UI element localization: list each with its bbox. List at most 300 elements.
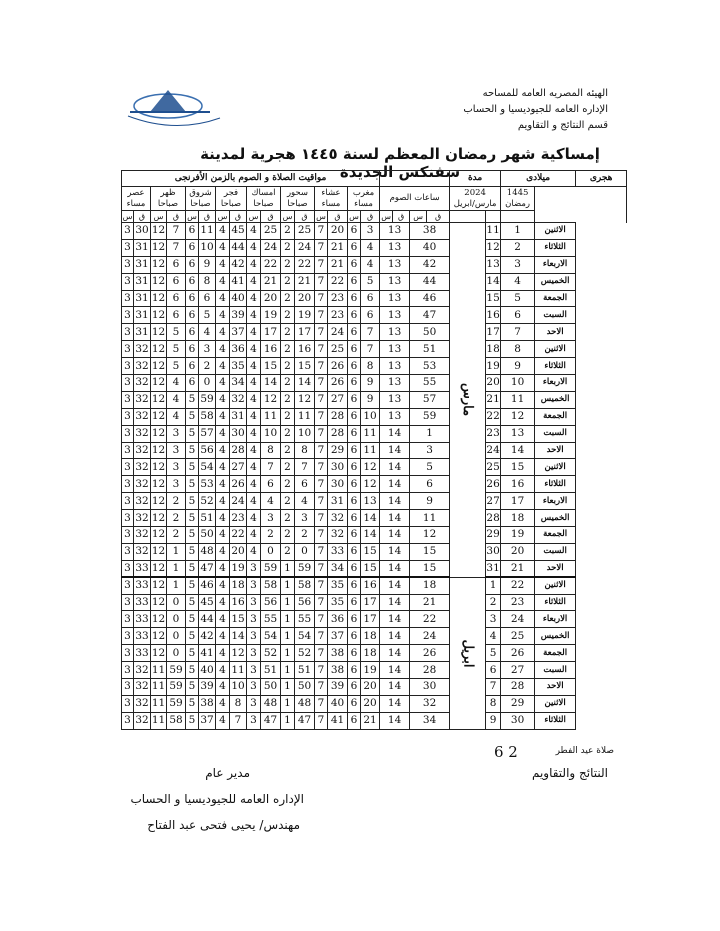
table-row [122,560,627,577]
weekday: السبت [535,662,576,679]
hijri-day: 29 [501,695,535,712]
table-row [122,341,627,358]
table-row [122,510,627,527]
gregorian-label: ميلادى [501,171,576,187]
dhuhr-minute: 3 [167,459,186,476]
maghrib-minute: 7 [361,324,380,341]
month-march [450,223,486,578]
weekday: السبت [535,543,576,560]
fajr-minute: 24 [230,493,247,510]
imsak-hour: 3 [247,645,261,662]
isha-minute: 23 [328,307,348,324]
fast-minute: 53 [410,358,450,375]
imsak-hour: 4 [247,510,261,527]
imsak-minute: 11 [261,408,281,425]
fajr-hour: 4 [216,358,230,375]
hour-unit-label: س [381,212,391,221]
dhuhr-hour: 12 [151,273,167,290]
dhuhr-minute: 1 [167,543,186,560]
fast-hour: 14 [380,493,410,510]
shurooq-hour: 6 [186,358,199,375]
sahur-hour: 2 [281,375,295,392]
fajr-hour: 4 [216,712,230,729]
gregorian-day: 27 [486,493,501,510]
hour-unit-label: س [247,211,261,223]
maghrib-minute: 19 [361,662,380,679]
asr-minute: 32 [134,712,151,729]
maghrib-hour: 6 [348,290,361,307]
maghrib-minute: 13 [361,493,380,510]
sahur-minute: 55 [295,611,315,628]
asr-hour: 3 [122,324,134,341]
maghrib-hour: 6 [348,459,361,476]
maghrib-hour: 6 [348,358,361,375]
gregorian-day: 15 [486,290,501,307]
hijri-day: 16 [501,476,535,493]
asr-hour: 3 [122,611,134,628]
fast-hour: 14 [380,442,410,459]
shurooq-minute: 59 [199,391,216,408]
maghrib-minute: 17 [361,594,380,611]
fajr-hour: 4 [216,324,230,341]
asr-header: عصر مساء [122,187,151,211]
fajr-hour: 4 [216,527,230,544]
asr-hour: 3 [122,527,134,544]
dhuhr-minute: 1 [167,560,186,577]
imsak-hour: 4 [247,324,261,341]
isha-minute: 21 [328,239,348,256]
shurooq-hour: 5 [186,493,199,510]
isha-hour: 7 [315,239,328,256]
isha-hour: 7 [315,527,328,544]
shurooq-hour: 6 [186,290,199,307]
weekday: الاربعاء [535,493,576,510]
isha-minute: 34 [328,560,348,577]
weekday: الاحد [535,324,576,341]
asr-hour: 3 [122,273,134,290]
shurooq-hour: 5 [186,391,199,408]
asr-hour: 3 [122,425,134,442]
shurooq-minute: 0 [199,375,216,392]
isha-hour: 7 [315,375,328,392]
hour-unit-label: س [151,211,167,223]
hijri-day: 2 [501,239,535,256]
asr-minute: 31 [134,256,151,273]
table-row [122,239,627,256]
maghrib-minute: 17 [361,611,380,628]
fajr-hour: 4 [216,493,230,510]
sahur-minute: 21 [295,273,315,290]
hijri-day: 27 [501,662,535,679]
fast-minute: 46 [410,290,450,307]
dhuhr-hour: 12 [151,645,167,662]
fajr-hour: 4 [216,273,230,290]
asr-hour: 3 [122,223,134,240]
maghrib-minute: 5 [361,273,380,290]
shurooq-minute: 40 [199,662,216,679]
org-line-1: الهيئه المصريه العامه للمساحه [482,88,608,99]
minute-unit-label: ق [361,211,380,223]
imsak-minute: 16 [261,341,281,358]
fast-hour: 14 [380,543,410,560]
dhuhr-minute: 4 [167,408,186,425]
fast-minute: 21 [410,594,450,611]
gregorian-day: 12 [486,239,501,256]
fajr-minute: 36 [230,341,247,358]
weekday: الاحد [535,442,576,459]
shurooq-minute: 42 [199,628,216,645]
table-row [122,476,627,493]
weekday: الجمعة [535,527,576,544]
sahur-hour: 2 [281,476,295,493]
maghrib-minute: 6 [361,307,380,324]
fajr-hour: 4 [216,628,230,645]
dhuhr-hour: 12 [151,510,167,527]
gregorian-day: 25 [486,459,501,476]
maghrib-minute: 21 [361,712,380,729]
maghrib-minute: 10 [361,408,380,425]
shurooq-minute: 54 [199,459,216,476]
isha-minute: 30 [328,459,348,476]
minute-unit-label: ق [261,211,281,223]
dhuhr-hour: 12 [151,307,167,324]
sahur-hour: 2 [281,425,295,442]
isha-hour: 7 [315,324,328,341]
hijri-day: 5 [501,290,535,307]
shurooq-hour: 5 [186,543,199,560]
isha-minute: 22 [328,273,348,290]
fast-hour: 14 [380,577,410,594]
isha-minute: 38 [328,645,348,662]
fajr-minute: 7 [230,712,247,729]
isha-minute: 24 [328,324,348,341]
fajr-minute: 30 [230,425,247,442]
maghrib-hour: 6 [348,560,361,577]
hijri-day: 20 [501,543,535,560]
hijri-day: 19 [501,527,535,544]
maghrib-hour: 6 [348,223,361,240]
dhuhr-hour: 12 [151,628,167,645]
dhuhr-minute: 4 [167,375,186,392]
fast-minute: 6 [410,476,450,493]
gregorian-day: 16 [486,307,501,324]
isha-minute: 41 [328,712,348,729]
fast-minute: 3 [410,442,450,459]
imsak-minute: 51 [261,662,281,679]
shurooq-minute: 57 [199,425,216,442]
shurooq-minute: 45 [199,594,216,611]
hijri-day: 11 [501,391,535,408]
sahur-minute: 2 [295,527,315,544]
fast-hour: 14 [380,679,410,696]
fajr-minute: 20 [230,543,247,560]
imsak-minute: 15 [261,358,281,375]
shurooq-minute: 53 [199,476,216,493]
maghrib-hour: 6 [348,256,361,273]
fajr-minute: 28 [230,442,247,459]
imsak-hour: 4 [247,223,261,240]
maghrib-minute: 7 [361,341,380,358]
dhuhr-minute: 0 [167,594,186,611]
isha-hour: 7 [315,476,328,493]
minute-unit-label: ق [199,211,216,223]
sahur-hour: 2 [281,273,295,290]
gregorian-day: 13 [486,256,501,273]
asr-hour: 3 [122,307,134,324]
imsak-minute: 6 [261,476,281,493]
fajr-hour: 4 [216,510,230,527]
fajr-hour: 4 [216,425,230,442]
imsak-minute: 56 [261,594,281,611]
weekday: الاحد [535,560,576,577]
sahur-minute: 8 [295,442,315,459]
isha-minute: 37 [328,628,348,645]
isha-minute: 31 [328,493,348,510]
maghrib-hour: 6 [348,662,361,679]
table-row [122,493,627,510]
minute-unit-label: ق [167,211,186,223]
maghrib-hour: 6 [348,425,361,442]
maghrib-hour: 6 [348,577,361,594]
table-row [122,577,627,594]
table-row [122,527,627,544]
dhuhr-minute: 5 [167,324,186,341]
maghrib-hour: 6 [348,239,361,256]
gregorian-day: 31 [486,560,501,577]
imsak-minute: 7 [261,459,281,476]
table-row [122,712,627,729]
shurooq-hour: 5 [186,527,199,544]
gregorian-day: 29 [486,527,501,544]
fajr-hour: 4 [216,611,230,628]
imsak-minute: 20 [261,290,281,307]
shurooq-minute: 39 [199,679,216,696]
fajr-hour: 4 [216,239,230,256]
gregorian-day: 1 [486,577,501,594]
imsak-header: امساك صباحا [247,187,281,211]
table-row [122,307,627,324]
sahur-hour: 1 [281,628,295,645]
shurooq-minute: 9 [199,256,216,273]
weekday: الثلاثاء [535,358,576,375]
maghrib-minute: 4 [361,239,380,256]
dhuhr-hour: 12 [151,560,167,577]
maghrib-minute: 4 [361,256,380,273]
isha-hour: 7 [315,594,328,611]
isha-hour: 7 [315,543,328,560]
maghrib-hour: 6 [348,442,361,459]
shurooq-minute: 58 [199,408,216,425]
sahur-hour: 1 [281,712,295,729]
hijri-day: 26 [501,645,535,662]
isha-minute: 28 [328,408,348,425]
dhuhr-hour: 11 [151,679,167,696]
maghrib-minute: 9 [361,391,380,408]
gregorian-day: 3 [486,611,501,628]
weekday: السبت [535,425,576,442]
fast-hour: 13 [380,324,410,341]
imsak-minute: 22 [261,256,281,273]
weekday: الاربعاء [535,256,576,273]
weekday: الاثنين [535,223,576,240]
shurooq-hour: 5 [186,577,199,594]
sahur-minute: 25 [295,223,315,240]
isha-minute: 25 [328,341,348,358]
fast-hour: 13 [380,239,410,256]
hijri-day: 9 [501,358,535,375]
sahur-hour: 2 [281,223,295,240]
sahur-minute: 52 [295,645,315,662]
maghrib-minute: 15 [361,543,380,560]
gregorian-day: 11 [486,223,501,240]
dhuhr-header: ظهر صباحا [151,187,186,211]
shurooq-minute: 48 [199,543,216,560]
dhuhr-hour: 12 [151,442,167,459]
shurooq-hour: 6 [186,239,199,256]
shurooq-minute: 8 [199,273,216,290]
shurooq-hour: 5 [186,712,199,729]
shurooq-hour: 5 [186,645,199,662]
dhuhr-hour: 12 [151,459,167,476]
fast-minute: 51 [410,341,450,358]
asr-hour: 3 [122,679,134,696]
fajr-hour: 4 [216,223,230,240]
imsak-hour: 4 [247,425,261,442]
shurooq-hour: 5 [186,611,199,628]
maghrib-minute: 20 [361,679,380,696]
fast-hour: 14 [380,645,410,662]
weekday: الجمعة [535,408,576,425]
weekday: الثلاثاء [535,712,576,729]
maghrib-minute: 3 [361,223,380,240]
fast-minute: 42 [410,256,450,273]
maghrib-hour: 6 [348,679,361,696]
asr-hour: 3 [122,560,134,577]
imsak-hour: 3 [247,695,261,712]
month-april [450,577,486,729]
isha-hour: 7 [315,510,328,527]
dhuhr-hour: 12 [151,358,167,375]
sahur-hour: 1 [281,577,295,594]
fajr-minute: 14 [230,628,247,645]
asr-hour: 3 [122,358,134,375]
isha-minute: 26 [328,358,348,375]
imsak-minute: 52 [261,645,281,662]
dhuhr-minute: 58 [167,712,186,729]
gregorian-day: 24 [486,442,501,459]
maghrib-hour: 6 [348,594,361,611]
unit-blank [501,211,535,223]
shurooq-minute: 56 [199,442,216,459]
shurooq-minute: 50 [199,527,216,544]
dhuhr-minute: 6 [167,290,186,307]
fajr-hour: 4 [216,459,230,476]
fast-hour: 14 [380,712,410,729]
sahur-minute: 54 [295,628,315,645]
hijri-day: 18 [501,510,535,527]
sahur-hour: 2 [281,510,295,527]
dhuhr-hour: 12 [151,594,167,611]
fast-minute: 1 [410,425,450,442]
imsak-minute: 58 [261,577,281,594]
table-row [122,273,627,290]
sahur-hour: 2 [281,324,295,341]
isha-minute: 30 [328,476,348,493]
imsak-minute: 10 [261,425,281,442]
shurooq-hour: 6 [186,307,199,324]
isha-minute: 33 [328,543,348,560]
fajr-minute: 16 [230,594,247,611]
maghrib-hour: 6 [348,611,361,628]
asr-hour: 3 [122,628,134,645]
fast-hour: 14 [380,459,410,476]
dhuhr-minute: 5 [167,341,186,358]
isha-hour: 7 [315,695,328,712]
asr-minute: 33 [134,577,151,594]
dhuhr-minute: 59 [167,662,186,679]
hijri-header: 1445 رمضان [501,187,535,211]
imsak-hour: 4 [247,256,261,273]
sahur-minute: 56 [295,594,315,611]
isha-minute: 36 [328,611,348,628]
month-label: مارس [460,383,476,417]
shurooq-hour: 5 [186,459,199,476]
table-row [122,543,627,560]
unit-row [122,211,627,223]
isha-hour: 7 [315,358,328,375]
gregorian-day: 6 [486,662,501,679]
fast-hour: 13 [380,256,410,273]
asr-minute: 31 [134,307,151,324]
dhuhr-hour: 11 [151,695,167,712]
isha-hour: 7 [315,712,328,729]
asr-minute: 32 [134,425,151,442]
fast-minute: 32 [410,695,450,712]
fajr-minute: 12 [230,645,247,662]
fajr-minute: 39 [230,307,247,324]
fast-hour: 14 [380,594,410,611]
dhuhr-minute: 5 [167,358,186,375]
org-line-3: قسم النتائج و التقاويم [517,120,608,131]
fajr-hour: 4 [216,408,230,425]
fajr-minute: 26 [230,476,247,493]
shurooq-hour: 5 [186,560,199,577]
sahur-minute: 15 [295,358,315,375]
shurooq-hour: 5 [186,442,199,459]
asr-minute: 30 [134,223,151,240]
sahur-minute: 10 [295,425,315,442]
fajr-minute: 8 [230,695,247,712]
fast-hour: 13 [380,408,410,425]
hour-unit-label: س [281,211,295,223]
asr-minute: 31 [134,273,151,290]
imsak-hour: 4 [247,493,261,510]
fajr-minute: 40 [230,290,247,307]
asr-hour: 3 [122,543,134,560]
fast-duration-label: مدة [450,171,501,187]
hijri-day: 15 [501,459,535,476]
table-row [122,611,627,628]
fast-hour: 13 [380,375,410,392]
dhuhr-minute: 6 [167,307,186,324]
fast-hour: 14 [380,662,410,679]
dhuhr-hour: 12 [151,408,167,425]
hijri-day: 17 [501,493,535,510]
isha-hour: 7 [315,273,328,290]
isha-hour: 7 [315,307,328,324]
dhuhr-hour: 12 [151,256,167,273]
fast-hours-header: ساعات الصوم [380,187,450,211]
